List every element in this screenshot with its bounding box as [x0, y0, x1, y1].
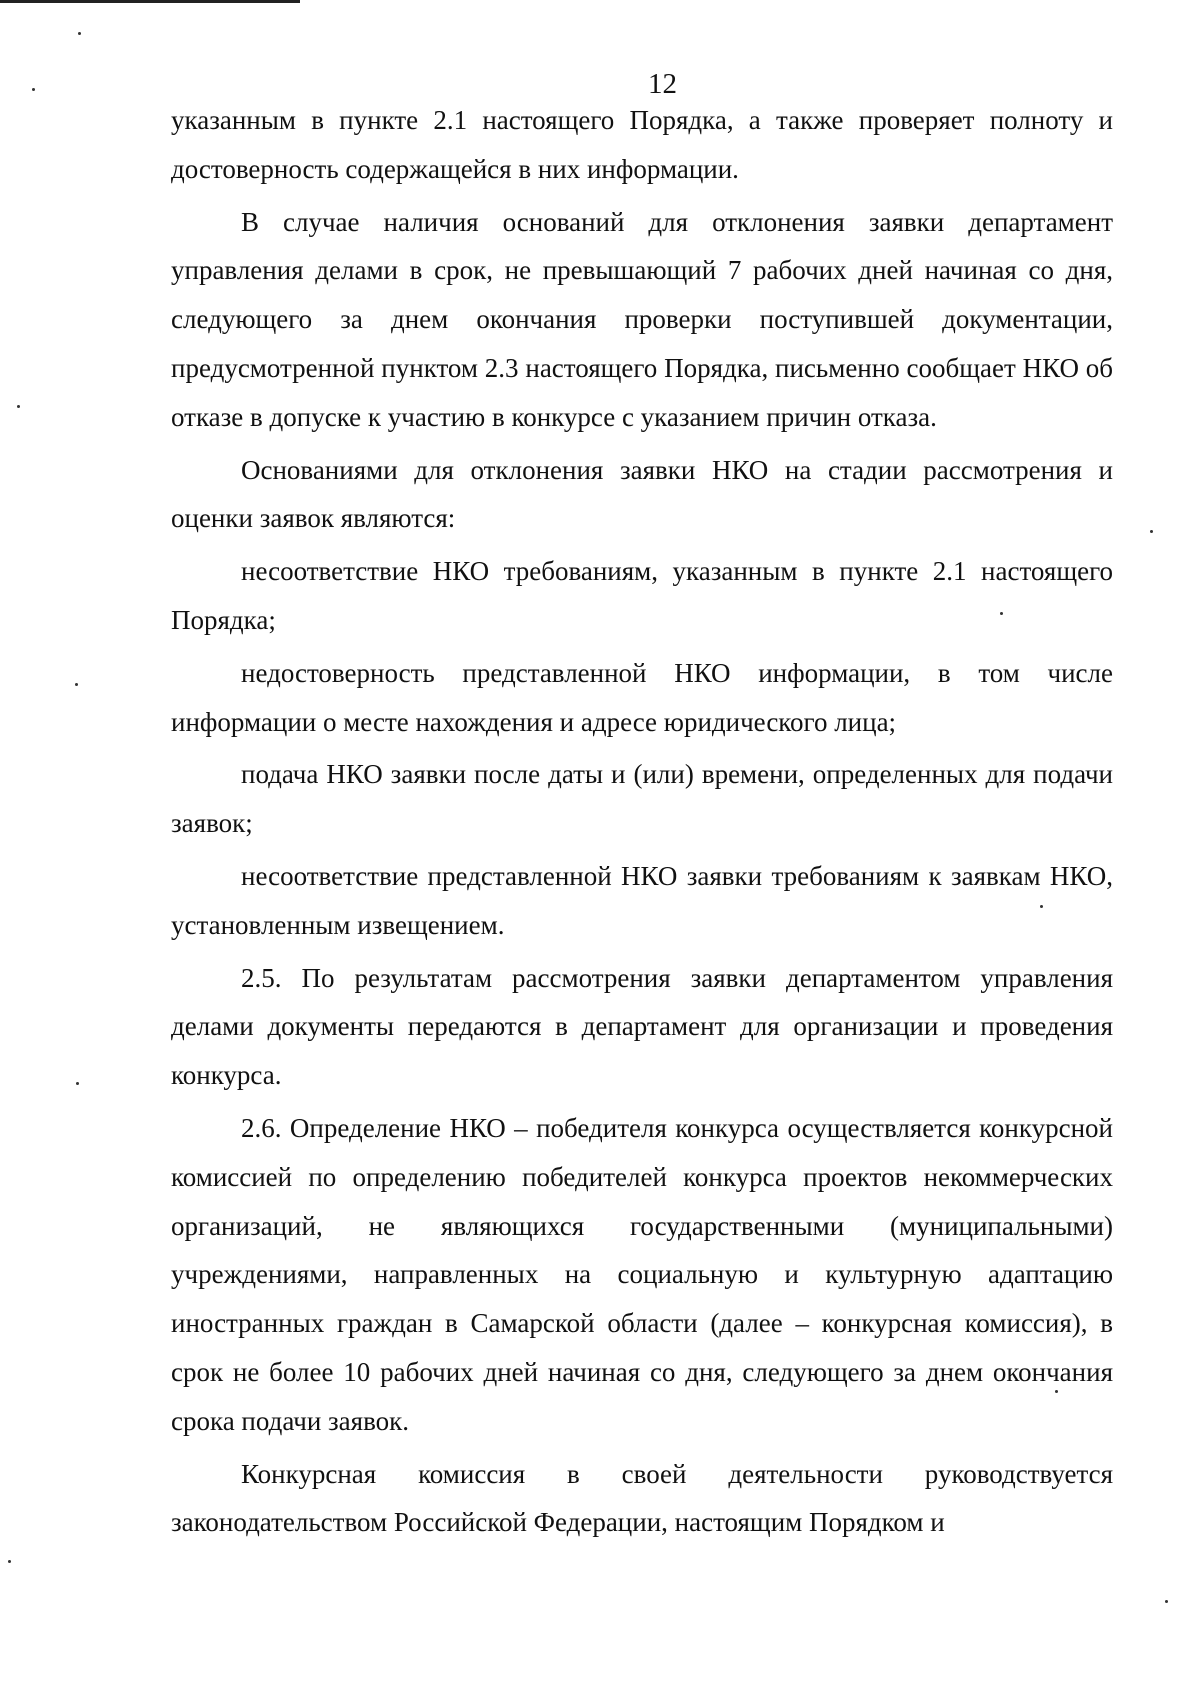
paragraph: Основаниями для отклонения заявки НКО на стадии рассмотрения и оценки заявок являются: — [171, 454, 1113, 534]
scan-speck — [76, 1082, 79, 1085]
paragraph: 2.5. По результатам рассмотрения заявки департаментом управления делами документы передаются в департамент для организации и проведения конкурса. — [171, 962, 1113, 1091]
paragraph: подача НКО заявки после даты и (или) времени, определенных для подачи заявок; — [171, 759, 1113, 839]
scan-speck — [75, 683, 78, 686]
scan-speck — [78, 32, 81, 35]
paragraph: недостоверность представленной НКО информации, в том числе информации о месте нахождения и адресе юридического лица; — [171, 657, 1113, 737]
scan-edge-line — [0, 0, 300, 3]
paragraph: несоответствие представленной НКО заявки требованиям к заявкам НКО, установленным извещением. — [171, 860, 1113, 940]
scan-speck — [1165, 1600, 1168, 1603]
page-number: 12 — [648, 68, 677, 100]
paragraph: Конкурсная комиссия в своей деятельности руководствуется законодательством Российской Федерации, настоящим Порядком и — [171, 1458, 1113, 1538]
paragraph: несоответствие НКО требованиям, указанным в пункте 2.1 настоящего Порядка; — [171, 556, 1113, 635]
paragraph: 2.6. Определение НКО – победителя конкурса осуществляется конкурсной комиссией по определению победителей конкурса проектов некоммерческих организаций, не являющихся государственными (муниципальными) учреждениями, направленных на социальную и культурную адаптацию иностранных граждан в Самарской области (далее – конкурсная комиссия), в срок не более 10 рабочих дней начиная со дня, следующего за днем окончания срока подачи заявок. — [171, 1112, 1113, 1436]
document-body — [171, 96, 1113, 1547]
scan-speck — [17, 405, 20, 408]
paragraph: указанным в пункте 2.1 настоящего Порядка, а также проверяет полноту и достоверность содержащейся в них информации. — [171, 105, 1113, 184]
scan-speck — [8, 1560, 11, 1563]
paragraph: В случае наличия оснований для отклонения заявки департамент управления делами в срок, не превышающий 7 рабочих дней начиная со дня, следующего за днем окончания проверки поступившей документации, предусмотренной пунктом 2.3 настоящего Порядка, письменно сообщает НКО об отказе в допуске к участию в конкурсе с указанием причин отказа. — [171, 206, 1113, 432]
scan-speck — [1150, 530, 1153, 533]
